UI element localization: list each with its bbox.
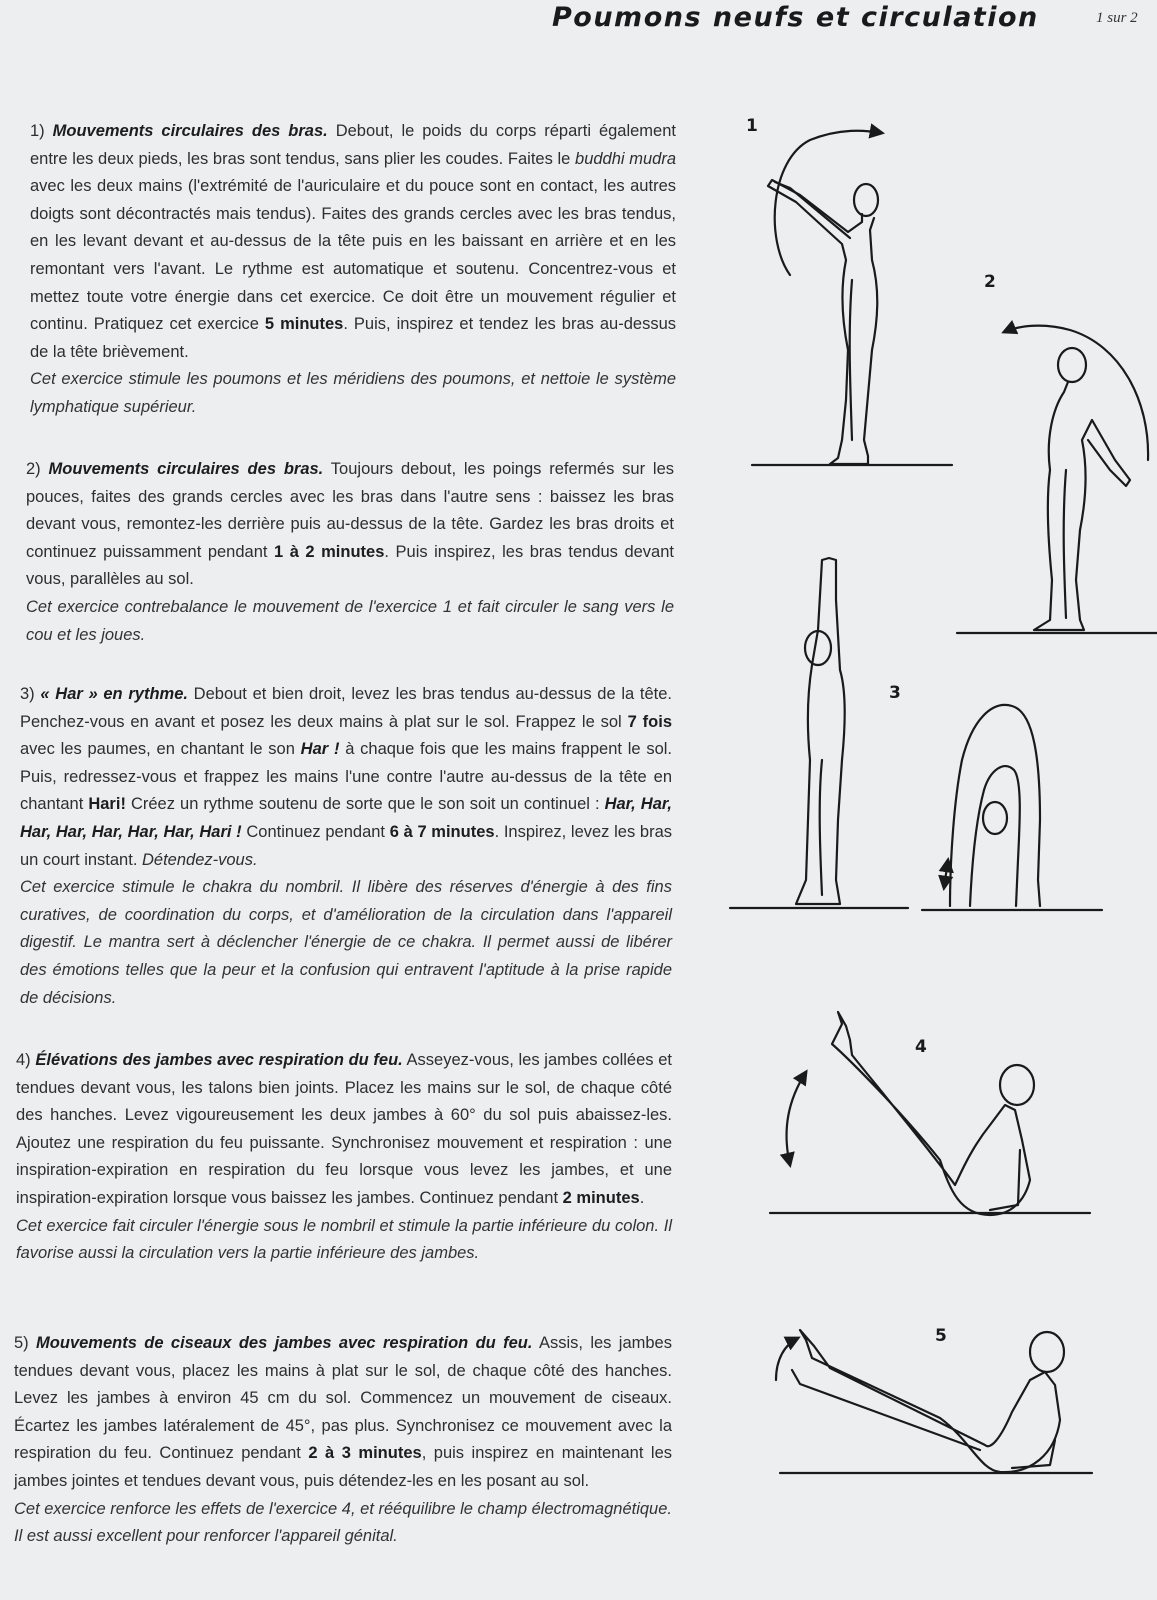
figure-3a-standing-arms-raised <box>730 558 908 908</box>
page-count: 1 sur 2 <box>1096 10 1138 26</box>
exercise-5-note: Cet exercice renforce les effets de l'exercice 4, et rééquilibre le champ électromagnétique. Il est aussi excellent pour renforcer l'appareil génital. <box>14 1499 672 1546</box>
figure-4-label: 4 <box>915 1037 927 1057</box>
exercise-3-note: Cet exercice stimule le chakra du nombril. Il libère des réserves d'énergie à des fins curatives, de coordination du corps, et d'amélioration de la circulation dans l'appareil digestif. Le mantra sert à déclencher l'énergie de ce chakra. Il permet aussi de libérer des émotions telles que la peur et la confusion qui entravent l'aptitude à la prise rapide de décisions. <box>20 878 672 1007</box>
page-title: Poumons neufs et circulation <box>552 2 1039 33</box>
exercise-3-instructions: 3) « Har » en rythme. Debout et bien droit, levez les bras tendus au-dessus de la tête. Penchez-vous en avant et posez les deux mains à plat sur le sol. Frappez le sol 7 fois avec les paumes, en chantant le son Har ! à chaque fois que les mains frappent le sol. Puis, redressez-vous et frappez les mains l'une contre l'autre au-dessus de la tête en chantant Hari! Créez un rythme soutenu de sorte que le son soit un continuel : Har, Har, Har, Har, Har, Har, Har, Hari ! Continuez pendant 6 à 7 minutes. Inspirez, levez les bras un court instant. Détendez-vous. <box>20 685 673 869</box>
exercise-4-title: Élévations des jambes avec respiration du feu. <box>35 1051 403 1069</box>
figure-5-leg-scissors <box>776 1330 1092 1473</box>
exercise-1-title: Mouvements circulaires des bras. <box>52 122 328 140</box>
exercise-3-title: « Har » en rythme. <box>40 685 188 703</box>
exercise-1-instructions: 1) Mouvements circulaires des bras. Debout, le poids du corps réparti également entre les deux pieds, les bras sont tendus, sans plier les coudes. Faites le buddhi mudra avec les deux mains (l'extrémité de l'auriculaire et du pouce sont en contact, les autres doigts sont décontractés mais tendus). Faites des grands cercles avec les bras tendus, en les levant devant et au-dessus de la tête puis en les baissant en arrière et en les remontant vers l'avant. Le rythme est automatique et soutenu. Concentrez-vous et mettez toute votre énergie dans cet exercice. Ce doit être un mouvement régulier et continu. Pratiquez cet exercice 5 minutes. Puis, inspirez et tendez les bras au-dessus de la tête brièvement. <box>30 122 676 361</box>
figure-1-standing-arms-forward <box>752 131 952 465</box>
exercise-2-note: Cet exercice contrebalance le mouvement de l'exercice 1 et fait circuler le sang vers le cou et les joues. <box>26 597 674 644</box>
figure-5-label: 5 <box>935 1326 947 1346</box>
figure-3b-forward-bend <box>922 705 1102 910</box>
exercise-4-note: Cet exercice fait circuler l'énergie sous le nombril et stimule la partie inférieure du colon. Il favorise aussi la circulation vers la partie inférieure des jambes. <box>16 1216 672 1263</box>
exercise-2-instructions: 2) Mouvements circulaires des bras. Toujours debout, les poings refermés sur les pouces, faites des grands cercles avec les bras dans l'autre sens : baissez les bras devant vous, remontez-les derrière puis au-dessus de la tête. Gardez les bras droits et continuez puissamment pendant 1 à 2 minutes. Puis inspirez, les bras tendus devant vous, parallèles au sol. <box>26 460 674 589</box>
figure-2-standing-arms-back <box>957 326 1157 633</box>
figure-1-label: 1 <box>746 116 758 136</box>
exercise-4-instructions: 4) Élévations des jambes avec respiration du feu. Asseyez-vous, les jambes collées et tendues devant vous, les talons bien joints. Placez les mains sur le sol, de chaque côté des hanches. Levez vigoureusement les deux jambes à 60° du sol puis abaissez-les. Ajoutez une respiration du feu puissante. Synchronisez mouvement et respiration : une inspiration-expiration en respiration du feu lorsque vous levez les jambes, et une inspiration-expiration lorsque vous baissez les jambes. Continuez pendant 2 minutes. <box>16 1051 672 1207</box>
figure-2-label: 2 <box>984 272 996 292</box>
exercise-1-note: Cet exercice stimule les poumons et les méridiens des poumons, et nettoie le système lymphatique supérieur. <box>30 370 676 416</box>
exercise-5-title: Mouvements de ciseaux des jambes avec respiration du feu. <box>36 1334 533 1352</box>
figure-3-label: 3 <box>889 683 901 703</box>
exercise-5-instructions: 5) Mouvements de ciseaux des jambes avec respiration du feu. Assis, les jambes tendues devant vous, placez les mains à plat sur le sol, de chaque côté des hanches. Levez les jambes à environ 45 cm du sol. Commencez un mouvement de ciseaux. Écartez les jambes latéralement de 45°, pas plus. Synchronisez ce mouvement avec la respiration du feu. Continuez pendant 2 à 3 minutes, puis inspirez en maintenant les jambes jointes et tendues devant vous, puis détendez-les en les posant au sol. <box>14 1334 672 1490</box>
exercise-2-title: Mouvements circulaires des bras. <box>48 460 324 478</box>
figure-4-leg-raise <box>770 1012 1090 1215</box>
